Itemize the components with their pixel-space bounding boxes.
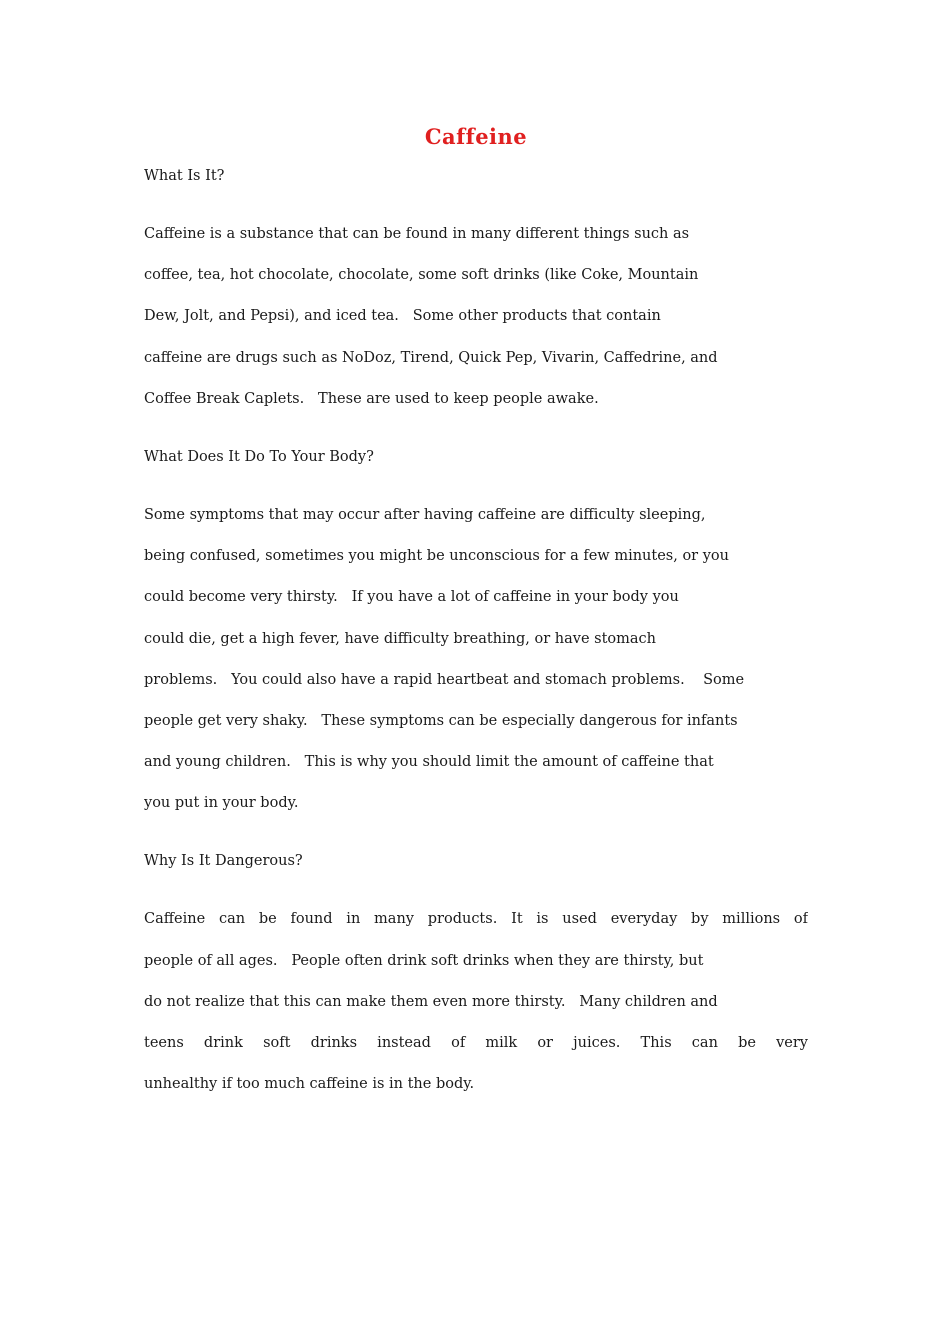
section-what-is-it [144, 156, 808, 420]
paragraph-line: problems. You could also have a rapid heartbeat and stomach problems. Some [144, 671, 745, 688]
paragraph-line: people of all ages. People often drink soft drinks when they are thirsty, but [144, 952, 704, 969]
paragraph-line: people get very shaky. These symptoms can be especially dangerous for infants [144, 712, 738, 729]
section-paragraph [144, 899, 808, 1105]
paragraph-line: you put in your body. [144, 795, 299, 812]
paragraph-line: Some symptoms that may occur after having caffeine are difficulty sleeping, [144, 506, 706, 523]
section-why-dangerous [144, 841, 808, 1105]
paragraph-line: could die, get a high fever, have difficulty breathing, or have stomach [144, 630, 656, 647]
paragraph-line: caffeine are drugs such as NoDoz, Tirend, Quick Pep, Vivarin, Caffedrine, and [144, 349, 718, 366]
section-heading: What Is It? [144, 168, 225, 184]
paragraph-line: unhealthy if too much caffeine is in the body. [144, 1076, 475, 1093]
document-page [144, 118, 808, 1105]
paragraph-line: Caffeine is a substance that can be found in many different things such as [144, 226, 690, 242]
section-paragraph [144, 214, 808, 420]
paragraph-line: being confused, sometimes you might be unconscious for a few minutes, or you [144, 548, 729, 565]
section-what-does-it-do [144, 437, 808, 825]
paragraph-line: Caffeine can be found in many products. It is used everyday by millions of [144, 911, 808, 928]
section-heading: Why Is It Dangerous? [144, 853, 303, 870]
paragraph-line: Dew, Jolt, and Pepsi), and iced tea. Some other products that contain [144, 308, 661, 325]
paragraph-line: do not realize that this can make them even more thirsty. Many children and [144, 993, 718, 1010]
section-paragraph [144, 495, 808, 825]
paragraph-line: Coffee Break Caplets. These are used to keep people awake. [144, 390, 599, 407]
paragraph-line: could become very thirsty. If you have a lot of caffeine in your body you [144, 589, 679, 606]
section-heading: What Does It Do To Your Body? [144, 448, 374, 465]
paragraph-line: coffee, tea, hot chocolate, chocolate, some soft drinks (like Coke, Mountain [144, 267, 699, 284]
paragraph-line: and young children. This is why you should limit the amount of caffeine that [144, 754, 714, 771]
document-title: Caffeine [424, 124, 528, 149]
paragraph-line: teens drink soft drinks instead of milk or juices. This can be very [144, 1035, 808, 1051]
